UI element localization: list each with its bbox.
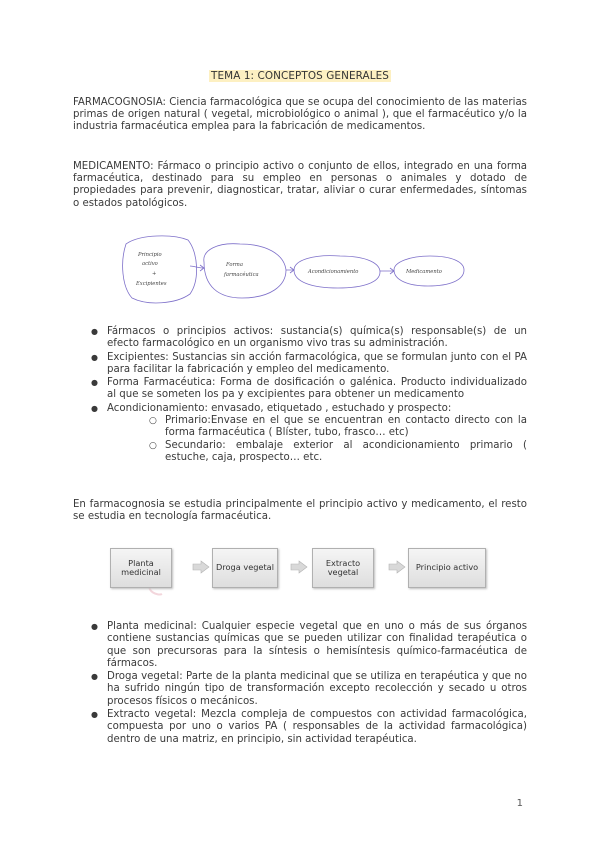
sublist-item-text: Primario:Envase en el que se encuentran en contacto directo con la forma farmacéutica ( Blíster, tubo, frasco… etc) <box>165 415 527 439</box>
bullet-icon: ● <box>91 672 98 682</box>
sublist-item <box>149 415 527 440</box>
list-item-text: Excipientes: Sustancias sin acción farmacológica, que se formulan junto con el PA para facilitar la fabricación y empleo del medicamento. <box>107 351 527 375</box>
estudio-paragraph: En farmacognosia se estudia principalmente el principio activo y medicamento, el resto se estudia en tecnología farmacéutica. <box>73 499 527 523</box>
list-item-text: Extracto vegetal: Mezcla compleja de compuestos con actividad farmacológica, compuesta por uno o varios PA ( responsables de la actividad farmacológica) dentro de una matriz, en principio, sin actividad terapéutica. <box>107 709 527 745</box>
list-item <box>90 326 527 351</box>
flow-box-principio-activo <box>408 548 486 588</box>
bullet-icon: ● <box>91 710 98 720</box>
bullet-icon: ● <box>91 352 98 362</box>
flow-box-text: Planta <box>128 557 154 568</box>
acondicionamiento-sublist <box>107 415 527 464</box>
sketch-label-medicamento: Medicamento <box>406 269 442 275</box>
list-item-text: Fármacos o principios activos: sustancia(s) química(s) responsable(s) de un efecto farmacológico en un organismo vivo tras su administración. <box>107 326 527 350</box>
handdrawn-flow-diagram <box>118 232 468 308</box>
flow-arrow-icon <box>290 560 308 574</box>
list-item-text: Droga vegetal: Parte de la planta medicinal que se utiliza en terapéutica y que no ha sufrido ningún tipo de transformación excepto recolección y secado u otros procesos físicos o mecánicos. <box>107 671 527 707</box>
flow-box-text: medicinal <box>121 567 161 577</box>
list-item <box>90 709 527 746</box>
sketch-label-acondicionamiento: Acondicionamiento <box>308 269 359 275</box>
flow-box-extracto-vegetal <box>312 548 374 588</box>
flow-box-planta-medicinal <box>110 548 172 588</box>
list-item-text: Acondicionamiento: envasado, etiquetado , estuchado y prospecto: <box>107 402 452 414</box>
flow-box-text: vegetal <box>327 567 359 577</box>
sketch-label-activo: activo <box>142 261 158 267</box>
hollow-bullet-icon: ○ <box>149 440 157 451</box>
list-item <box>90 352 527 377</box>
sketch-node-2-outline <box>204 244 286 298</box>
flow-box-text: Droga vegetal <box>216 562 274 573</box>
sketch-label-principio: Principio <box>138 252 162 258</box>
flow-box-text: Extracto <box>325 557 361 568</box>
hollow-bullet-icon: ○ <box>149 416 157 427</box>
page-number: 1 <box>516 798 523 809</box>
sketch-label-farmaceutica: farmacéutica <box>224 272 259 278</box>
flow-box-text: Principio activo <box>415 562 479 573</box>
flow-box-droga-vegetal <box>212 548 278 588</box>
list-item <box>90 377 527 402</box>
title-highlight: TEMA 1: CONCEPTOS GENERALES <box>211 70 389 82</box>
flow-arrow-icon <box>192 560 210 574</box>
list-item-text: Planta medicinal: Cualquier especie vegetal que en uno o más de sus órganos contiene sustancias químicas que se pueden utilizar con finalidad terapéutica o que son precursoras para la síntesis o hemisíntesis químico-farmacéutica de fármacos. <box>107 621 527 669</box>
definitions-list <box>90 326 527 465</box>
sketch-arrow-1 <box>190 265 204 271</box>
sketch-arrow-3 <box>380 268 394 274</box>
list-item-text: Forma Farmacéutica: Forma de dosificación o galénica. Producto individualizado al que se someten los pa y excipientes para obtener un medicamento <box>107 377 527 401</box>
flow-arrow-icon <box>388 560 406 574</box>
sketch-label-plus: + <box>152 271 157 277</box>
bullet-icon: ● <box>91 403 98 413</box>
sketch-label-forma: Forma <box>226 262 243 268</box>
bullet-icon: ● <box>91 327 98 336</box>
farmacognosia-definition: FARMACOGNOSIA: Ciencia farmacológica que se ocupa del conocimiento de las materias primas de origen natural ( vegetal, microbiológico o animal ), que el farmacéutico y/o la industria farmacéutica emplea para la fabricación de medicamentos. <box>73 97 527 133</box>
sketch-node-1-outline <box>123 236 197 303</box>
list-item <box>90 621 527 670</box>
medicamento-definition: MEDICAMENTO: Fármaco o principio activo o conjunto de ellos, integrado en una forma farmacéutica, destinado para su empleo en personas o animales y dotado de propiedades para prevenir, diagnosticar, tratar, aliviar o curar enfermedades, síntomas o estados patológicos. <box>73 161 527 209</box>
plant-to-active-flow <box>108 536 492 602</box>
sublist-item <box>149 440 527 465</box>
list-item <box>90 671 527 708</box>
sketch-label-excipientes: Excipientes <box>136 281 167 287</box>
sketch-arrow-2 <box>286 267 294 273</box>
list-item <box>90 403 527 464</box>
bullet-icon: ● <box>91 378 98 388</box>
bullet-icon: ● <box>91 622 98 631</box>
page-title <box>0 70 600 82</box>
sublist-item-text: Secundario: embalaje exterior al acondicionamiento primario ( estuche, caja, prospecto… etc. <box>165 439 527 463</box>
plant-definitions-list <box>90 621 527 747</box>
